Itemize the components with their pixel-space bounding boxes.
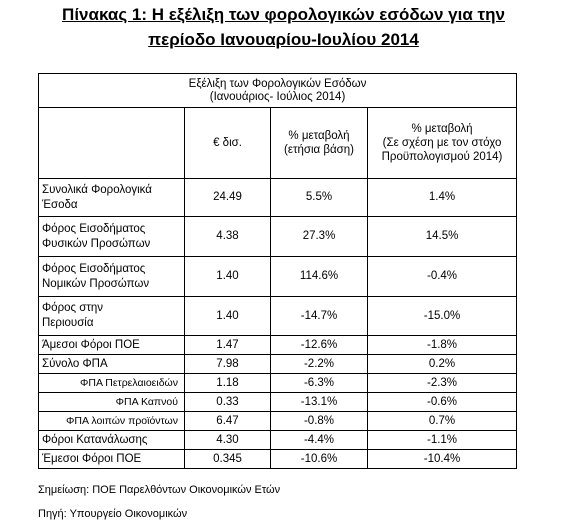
cell-amount: 4.30 (185, 431, 271, 450)
cell-annual-change: -2.2% (271, 355, 368, 374)
cell-target-change: 14.5% (368, 217, 517, 257)
row-label (39, 297, 185, 336)
row-label-line-1: ΦΠΑ Καπνού (115, 395, 178, 408)
row-label (39, 355, 185, 374)
header-target-line-2: (Σε σχέση με τον στόχο (382, 137, 502, 149)
cell-target-change: -1.8% (368, 336, 517, 355)
document-title (0, 2, 567, 52)
row-label (39, 450, 185, 469)
table-header-row (39, 108, 517, 179)
row-label-line-1: ΦΠΑ λοιπών προϊόντων (66, 414, 178, 427)
row-label (39, 179, 185, 217)
cell-amount: 1.47 (185, 336, 271, 355)
cell-target-change: -1.1% (368, 431, 517, 450)
row-label-line-1: Συνολικά Φορολογικά (42, 183, 152, 196)
cell-annual-change: -14.7% (271, 297, 368, 336)
cell-annual-change: -10.6% (271, 450, 368, 469)
table-row (39, 450, 517, 469)
title-line-1: Πίνακας 1: Η εξέλιξη των φορολογικών εσόδων για την (62, 5, 505, 24)
table-row (39, 393, 517, 412)
header-target-line-1: % μεταβολή (411, 123, 473, 135)
table-row (39, 412, 517, 431)
row-sublabel (39, 393, 185, 412)
row-label-line-2: Έσοδα (42, 198, 78, 211)
row-label-line-1: Σύνολο ΦΠΑ (42, 357, 108, 370)
row-label-line-1: Φόροι Κατανάλωσης (42, 433, 148, 446)
table-row (39, 257, 517, 297)
row-label-line-1: Φόρος στην (42, 302, 104, 314)
cell-target-change: -15.0% (368, 297, 517, 336)
title-line-2: περίοδο Ιανουαρίου-Ιουλίου 2014 (148, 30, 419, 49)
cell-amount: 0.33 (185, 393, 271, 412)
row-label (39, 431, 185, 450)
table-caption-row (39, 74, 517, 108)
table-row (39, 217, 517, 257)
cell-annual-change: -13.1% (271, 393, 368, 412)
cell-target-change: 1.4% (368, 179, 517, 217)
cell-target-change: -10.4% (368, 450, 517, 469)
table-row (39, 297, 517, 336)
table-row (39, 336, 517, 355)
cell-annual-change: -4.4% (271, 431, 368, 450)
row-label (39, 257, 185, 297)
row-label (39, 336, 185, 355)
cell-amount: 0.345 (185, 450, 271, 469)
cell-target-change: 0.2% (368, 355, 517, 374)
cell-amount: 6.47 (185, 412, 271, 431)
row-sublabel (39, 412, 185, 431)
row-label-line-1: Άμεσοι Φόροι ΠΟΕ (42, 338, 140, 351)
tax-revenue-table (38, 73, 517, 469)
cell-amount: 1.40 (185, 297, 271, 336)
header-target-line-3: Προϋπολογισμού 2014) (381, 151, 503, 163)
header-annual-line-2: (ετήσια βάση) (284, 144, 354, 156)
row-label-line-2: Νομικών Προσώπων (42, 277, 150, 290)
table-row (39, 179, 517, 217)
row-label-line-1: Φόρος Εισοδήματος (42, 222, 146, 235)
header-amount: € δισ. (185, 108, 271, 179)
cell-amount: 24.49 (185, 179, 271, 217)
cell-amount: 7.98 (185, 355, 271, 374)
table-caption-line-2: (Ιανουάριος- Ιούλιος 2014) (209, 90, 346, 103)
table-row (39, 431, 517, 450)
cell-annual-change: 5.5% (271, 179, 368, 217)
cell-annual-change: 27.3% (271, 217, 368, 257)
row-label-line-1: ΦΠΑ Πετρελαιοειδών (79, 376, 178, 389)
cell-amount: 1.40 (185, 257, 271, 297)
cell-amount: 1.18 (185, 374, 271, 393)
cell-amount: 4.38 (185, 217, 271, 257)
header-annual-change (271, 108, 368, 179)
table-caption-line-1: Εξέλιξη των Φορολογικών Εσόδων (188, 77, 367, 90)
row-label-line-1: Φόρος Εισοδήματος (42, 262, 146, 275)
header-target-change (368, 108, 517, 179)
table-caption (39, 74, 517, 108)
header-empty-cell (39, 108, 185, 179)
table-row (39, 355, 517, 374)
footnote: Σημείωση: ΠΟΕ Παρελθόντων Οικονομικών Ετών (38, 484, 281, 496)
cell-target-change: -2.3% (368, 374, 517, 393)
table-row (39, 374, 517, 393)
row-label-line-1: Έμεσοι Φόροι ΠΟΕ (42, 452, 142, 465)
cell-annual-change: 114.6% (271, 257, 368, 297)
row-sublabel (39, 374, 185, 393)
source-note: Πηγή: Υπουργείο Οικονομικών (38, 508, 188, 520)
row-label-line-2: Περιουσία (42, 317, 94, 329)
cell-annual-change: -6.3% (271, 374, 368, 393)
cell-target-change: 0.7% (368, 412, 517, 431)
cell-target-change: -0.6% (368, 393, 517, 412)
header-annual-line-1: % μεταβολή (288, 130, 350, 142)
cell-target-change: -0.4% (368, 257, 517, 297)
cell-annual-change: -0.8% (271, 412, 368, 431)
row-label-line-2: Φυσικών Προσώπων (42, 237, 151, 250)
row-label (39, 217, 185, 257)
cell-annual-change: -12.6% (271, 336, 368, 355)
